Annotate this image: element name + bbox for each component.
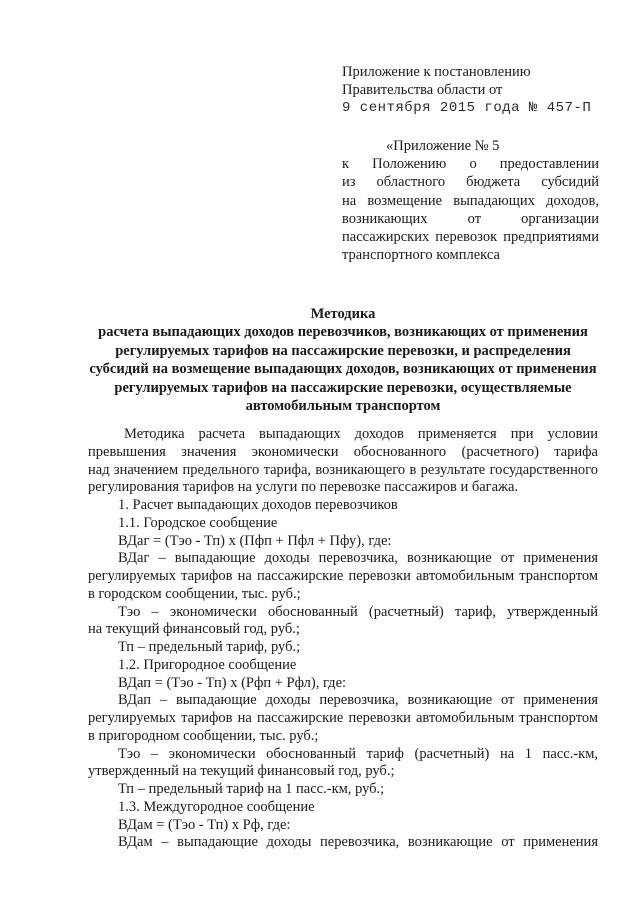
- formula: ВДаг = (Тэо - Тп) х (Пфп + Пфл + Пфу), где:: [118, 532, 392, 549]
- body-line: регулируемых тарифов на пассажирские перевозки автомобильным транспортом: [88, 710, 598, 726]
- date-number-stamp: 9 сентября 2015 года № 457-П: [342, 100, 592, 116]
- formula: ВДап = (Тэо - Тп) х (Рфп + Рфл), где:: [118, 674, 347, 691]
- appendix-line: транспортного комплекса: [342, 247, 500, 264]
- appendix-line: из областного бюджета субсидий: [342, 174, 599, 191]
- body-line: Тэо – экономически обоснованный (расчетный) тариф, утвержденный: [118, 603, 598, 620]
- body-line: в пригородном сообщении, тыс. руб.;: [88, 727, 319, 744]
- body-line: на текущий финансовый год, руб.;: [88, 621, 300, 638]
- title-line: автомобильным транспортом: [245, 398, 441, 415]
- appendix-title: «Приложение № 5: [386, 138, 500, 154]
- body-line: ВДаг – выпадающие доходы перевозчика, возникающие от применения: [118, 550, 598, 567]
- title-line: Методика: [310, 306, 376, 322]
- body-line: утвержденный на текущий финансовый год, руб.;: [88, 763, 395, 780]
- body-line: ВДам – выпадающие доходы перевозчика, возникающие от применения: [118, 834, 598, 851]
- body-line: регулируемых тарифов на пассажирские перевозки автомобильным транспортом: [88, 568, 598, 584]
- methodology-title: [88, 305, 598, 415]
- header-line-2: Правительства области от: [342, 82, 503, 98]
- formula: ВДам = (Тэо - Тп) х Рф, где:: [118, 816, 291, 833]
- title-line: расчета выпадающих доходов перевозчиков, возникающих от применения: [98, 324, 588, 341]
- appendix-line: возникающих от организации: [342, 210, 599, 227]
- body-line: Тп – предельный тариф, руб.;: [118, 639, 301, 655]
- title-line: регулируемых тарифов на пассажирские перевозки, осуществляемые: [114, 379, 572, 396]
- section-heading: 1.1. Городское сообщение: [118, 514, 278, 531]
- body-line: Тп – предельный тариф на 1 пасс.-км, руб.;: [118, 781, 385, 797]
- body-line: Тэо – экономически обоснованный тариф (расчетный) на 1 пасс.-км,: [118, 745, 598, 762]
- document-body: [88, 426, 598, 852]
- section-heading: 1.3. Междугородное сообщение: [118, 798, 315, 815]
- body-line: в городском сообщении, тыс. руб.;: [88, 585, 301, 602]
- body-line: регулирования тарифов на услуги по перевозке пассажиров и багажа.: [88, 479, 519, 496]
- section-heading: 1.2. Пригородное сообщение: [118, 656, 297, 673]
- body-line: ВДап – выпадающие доходы перевозчика, возникающие от применения: [118, 692, 598, 709]
- appendix-line: на возмещение выпадающих доходов,: [342, 192, 599, 209]
- title-line: регулируемых тарифов на пассажирские перевозки, и распределения: [115, 342, 571, 359]
- resolution-header: [342, 63, 602, 117]
- section-heading: 1. Расчет выпадающих доходов перевозчиков: [118, 497, 398, 513]
- title-line: субсидий на возмещение выпадающих доходов, возникающих от применения: [89, 361, 597, 378]
- appendix-block: [342, 137, 599, 264]
- body-line: над значением предельного тарифа, возникающего в результате государственного: [88, 461, 598, 478]
- body-line: Методика расчета выпадающих доходов применяется при условии: [124, 426, 598, 442]
- header-line-1: Приложение к постановлению: [342, 64, 531, 80]
- appendix-line: к Положению о предоставлении: [342, 156, 599, 173]
- body-line: превышения значения экономически обоснованного (расчетного) тарифа: [88, 443, 598, 460]
- appendix-line: пассажирских перевозок предприятиями: [342, 229, 599, 246]
